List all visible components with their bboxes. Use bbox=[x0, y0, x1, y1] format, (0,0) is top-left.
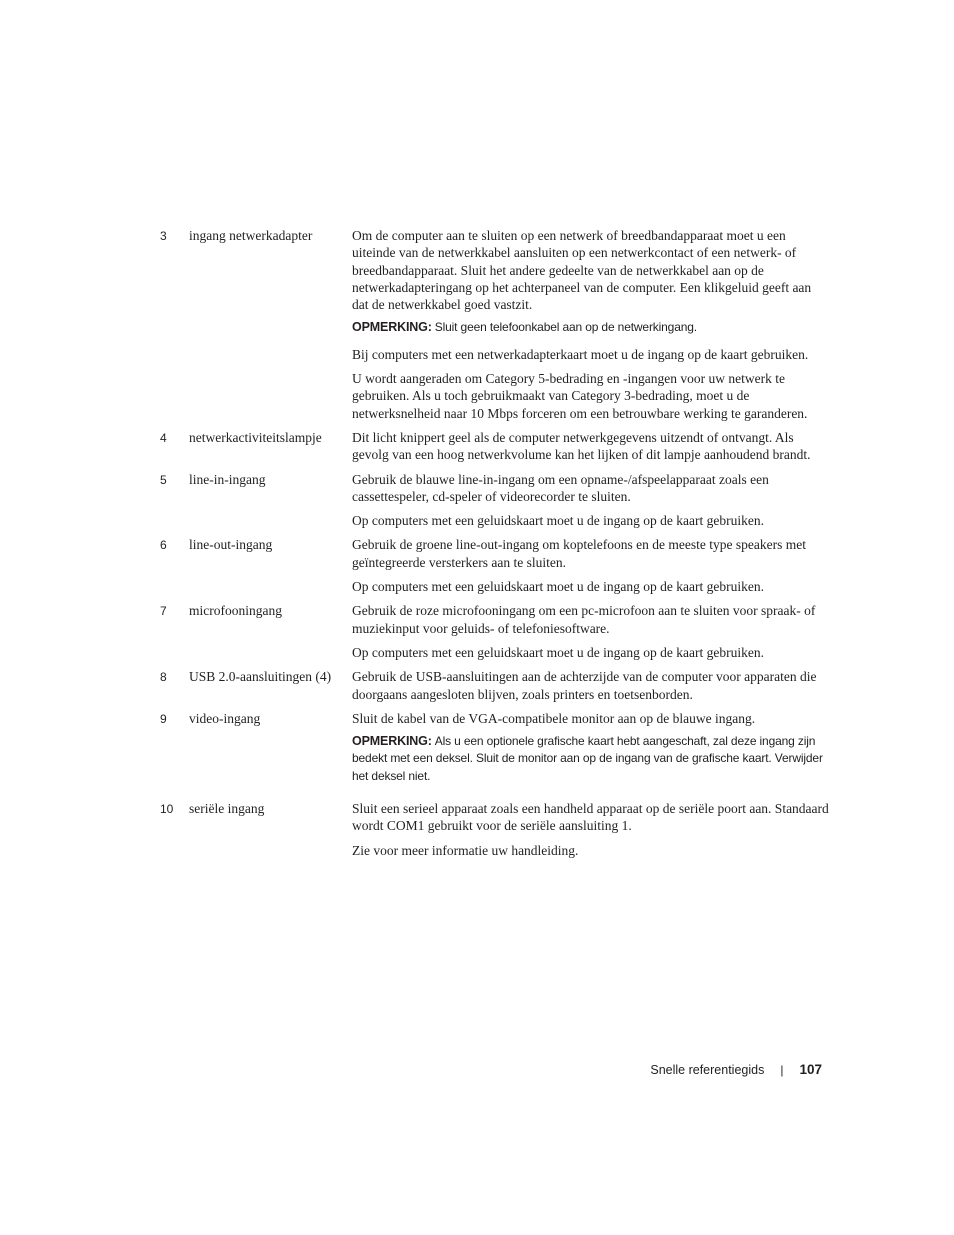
connector-description bbox=[352, 799, 830, 859]
description-paragraph: Sluit de kabel van de VGA-compatibele monitor aan op de blauwe ingang. bbox=[352, 710, 756, 726]
connector-label: seriële ingang bbox=[189, 801, 265, 817]
note-text: Als u een optionele grafische kaart hebt aangeschaft, zal deze ingang zijn bedekt met een deksel. Sluit de monitor aan op de ingang van de grafische kaart. Verwijder het deksel niet. bbox=[352, 734, 823, 783]
footer-section-title: Snelle referentiegids bbox=[650, 1063, 765, 1077]
connector-description bbox=[352, 535, 830, 595]
description-paragraph: Gebruik de blauwe line-in-ingang om een opname-/afspeelapparaat zoals een cassettespeler, cd-speler of videorecorder te sluiten. bbox=[352, 471, 769, 504]
row-number: 4 bbox=[160, 430, 167, 445]
connector-label: netwerkactiviteitslampje bbox=[189, 429, 322, 445]
row-number: 9 bbox=[160, 711, 167, 726]
row-number: 10 bbox=[160, 802, 174, 817]
description-paragraph: Gebruik de roze microfooningang om een pc-microfoon aan te sluiten voor spraak- of muziekinput voor geluids- of telefoniesoftware. bbox=[352, 603, 816, 636]
note-label: OPMERKING: bbox=[352, 734, 432, 749]
table-row bbox=[160, 226, 830, 422]
connector-label: USB 2.0-aansluitingen (4) bbox=[189, 669, 332, 685]
description-paragraph: Gebruik de groene line-out-ingang om koptelefoons en de meeste type speakers met geïntegreerde versterkers aan te sluiten. bbox=[352, 537, 806, 570]
note-text: Sluit geen telefoonkabel aan op de netwerkingang. bbox=[434, 320, 697, 335]
note bbox=[352, 733, 830, 785]
description-paragraph: Zie voor meer informatie uw handleiding. bbox=[352, 842, 579, 858]
page-footer bbox=[560, 1061, 822, 1079]
page-number: 107 bbox=[799, 1062, 822, 1077]
row-number: 7 bbox=[160, 604, 167, 619]
connector-label: microfooningang bbox=[189, 603, 282, 619]
description-paragraph: Op computers met een geluidskaart moet u de ingang op de kaart gebruiken. bbox=[352, 513, 764, 529]
connector-description bbox=[352, 601, 830, 661]
connector-label: video-ingang bbox=[189, 710, 261, 726]
connector-label: ingang netwerkadapter bbox=[189, 228, 313, 243]
note-label: OPMERKING: bbox=[352, 320, 432, 335]
table-row bbox=[160, 470, 830, 530]
connector-table bbox=[160, 226, 830, 865]
connector-label: line-out-ingang bbox=[189, 537, 273, 553]
connector-description bbox=[352, 667, 830, 703]
description-paragraph: Om de computer aan te sluiten op een netwerk of breedbandapparaat moet u een uiteinde van de netwerkkabel aansluiten op een netwerkcontact of een netwerk- of breedbandapparaat. Sluit het andere gedeelte van de netwerkkabel aan op de netwerkadapteringang op het achterpaneel van de computer. Een klikgeluid geeft aan dat de netwerkkabel goed vastzit. bbox=[352, 228, 812, 313]
note bbox=[352, 319, 830, 336]
row-number: 6 bbox=[160, 538, 167, 553]
table-row bbox=[160, 709, 830, 793]
description-paragraph: Dit licht knippert geel als de computer netwerkgegevens uitzendt of ontvangt. Als gevolg van een hoog netwerkvolume kan het lijken of dit lampje aanhoudend brandt. bbox=[352, 429, 811, 463]
connector-description bbox=[352, 709, 830, 793]
row-number: 3 bbox=[160, 229, 167, 243]
table-row bbox=[160, 428, 830, 464]
row-number: 8 bbox=[160, 670, 167, 685]
connector-description bbox=[352, 428, 830, 464]
description-paragraph: Bij computers met een netwerkadapterkaart moet u de ingang op de kaart gebruiken. bbox=[352, 346, 809, 362]
table-row bbox=[160, 601, 830, 661]
description-paragraph: Op computers met een geluidskaart moet u de ingang op de kaart gebruiken. bbox=[352, 579, 764, 595]
footer-separator: | bbox=[780, 1063, 784, 1077]
table-row bbox=[160, 799, 830, 859]
table-row bbox=[160, 667, 830, 703]
description-paragraph: Gebruik de USB-aansluitingen aan de achterzijde van de computer voor apparaten die doorgaans aangesloten blijven, zoals printers en toetsenborden. bbox=[352, 669, 817, 702]
description-paragraph: Op computers met een geluidskaart moet u de ingang op de kaart gebruiken. bbox=[352, 644, 764, 660]
connector-description bbox=[352, 470, 830, 530]
table-row bbox=[160, 535, 830, 595]
connector-description bbox=[352, 226, 830, 422]
description-paragraph: U wordt aangeraden om Category 5-bedrading en -ingangen voor uw netwerk te gebruiken. Als u toch gebruikmaakt van Category 3-bedrading, moet u de netwerksnelheid naar 10 Mbps forceren om een betrouwbare werking te garanderen. bbox=[352, 371, 808, 421]
description-paragraph: Sluit een serieel apparaat zoals een handheld apparaat op de seriële poort aan. Standaard wordt COM1 gebruikt voor de seriële aansluiting 1. bbox=[352, 801, 829, 834]
row-number: 5 bbox=[160, 472, 167, 487]
connector-label: line-in-ingang bbox=[189, 471, 266, 487]
